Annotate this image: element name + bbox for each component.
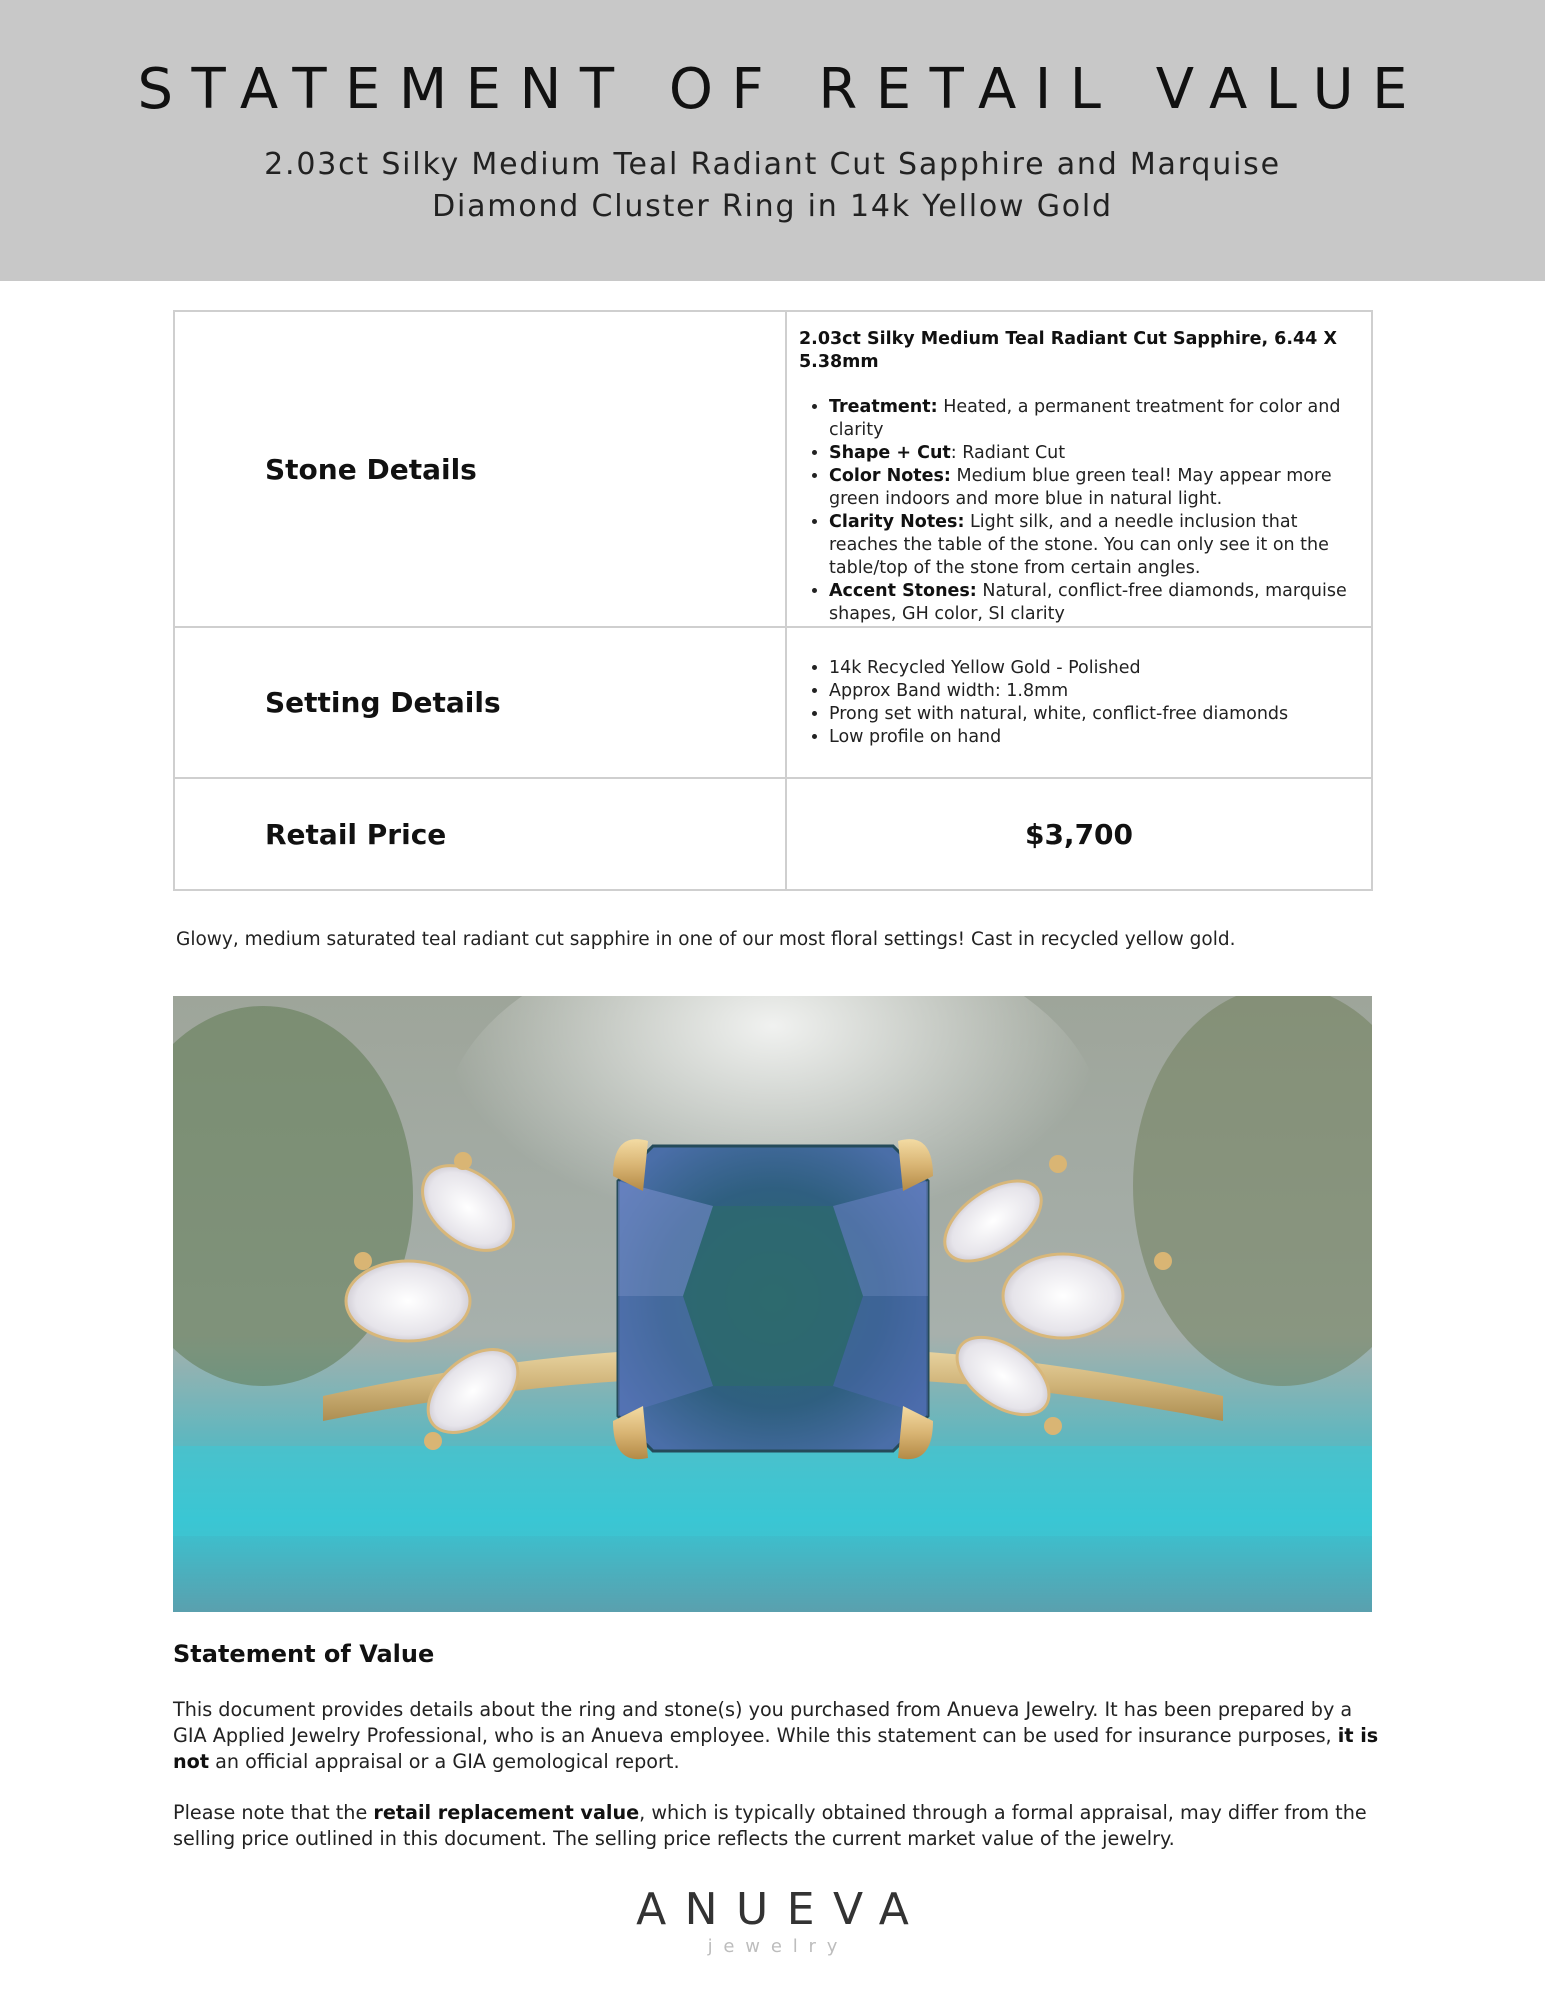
- header-banner: [0, 0, 1545, 281]
- stone-details-row: [174, 311, 1372, 627]
- statement-paragraph-1: [173, 1697, 1383, 1775]
- center-sapphire: [613, 1139, 933, 1459]
- list-item: [829, 465, 1353, 511]
- item-key: Shape + Cut: [829, 443, 951, 463]
- stone-details-list: [799, 396, 1353, 626]
- list-item: • Approx Band width: 1.8mm: [829, 680, 1353, 703]
- list-item: [829, 511, 1353, 580]
- logo-wordmark: ANUEVA: [636, 1884, 928, 1935]
- item-text: Natural, conflict-free diamonds, marquise shapes, GH color, SI clarity: [829, 581, 1347, 624]
- item-key: Accent Stones:: [829, 581, 977, 601]
- list-item: [829, 442, 1353, 465]
- stone-details-value: [786, 311, 1372, 627]
- emphasis-text: retail replacement value: [373, 1801, 640, 1824]
- subtitle-line-1: 2.03ct Silky Medium Teal Radiant Cut Sapphire and Marquise: [264, 147, 1281, 182]
- logo-subtitle: jewelry: [707, 1936, 849, 1957]
- ring-photo: [173, 996, 1372, 1612]
- item-text: Light silk, and a needle inclusion that reaches the table of the stone. You can only see it on the table/top of the stone from certain angles.: [829, 512, 1329, 578]
- subtitle-line-2: Diamond Cluster Ring in 14k Yellow Gold: [432, 189, 1113, 224]
- list-item: • Prong set with natural, white, conflict-free diamonds: [829, 703, 1353, 726]
- details-table: [173, 310, 1373, 891]
- item-key: Color Notes:: [829, 466, 951, 486]
- product-tagline: Glowy, medium saturated teal radiant cut sapphire in one of our most floral settings! Cast in recycled yellow gold.: [176, 929, 1236, 950]
- item-key: Clarity Notes:: [829, 512, 965, 532]
- document-subtitle: [0, 144, 1545, 228]
- stone-heading: 2.03ct Silky Medium Teal Radiant Cut Sapphire, 6.44 X 5.38mm: [799, 329, 1337, 372]
- retail-price-label: Retail Price: [174, 778, 786, 890]
- setting-details-row: [174, 627, 1372, 778]
- list-item: [829, 396, 1353, 442]
- anueva-logo: [0, 1884, 1545, 1957]
- statement-heading: Statement of Value: [173, 1640, 435, 1668]
- emphasis-text: it is not: [173, 1724, 1379, 1773]
- retail-price-row: [174, 778, 1372, 890]
- text-run: Please note that the: [173, 1801, 374, 1824]
- item-key: Treatment:: [829, 397, 938, 417]
- setting-details-label: Setting Details: [174, 627, 786, 778]
- list-item: [829, 580, 1353, 626]
- text-run: This document provides details about the ring and stone(s) you purchased from Anueva Jewelry. It has been prepared by a GIA Applied Jewelry Professional, who is an Anueva employee. While this statement can be used for insurance purposes,: [173, 1698, 1353, 1747]
- setting-details-list: [799, 657, 1353, 749]
- item-text: : Radiant Cut: [950, 443, 1066, 463]
- retail-price-value: $3,700: [786, 778, 1372, 890]
- item-text: Heated, a permanent treatment for color and clarity: [829, 397, 1341, 440]
- document-title: STATEMENT OF RETAIL VALUE: [137, 57, 1426, 122]
- text-run: an official appraisal or a GIA gemological report.: [209, 1750, 680, 1773]
- statement-paragraph-2: [173, 1800, 1383, 1852]
- list-item: • Low profile on hand: [829, 726, 1353, 749]
- list-item: • 14k Recycled Yellow Gold - Polished: [829, 657, 1353, 680]
- stone-details-label: Stone Details: [174, 311, 786, 627]
- setting-details-value: [786, 627, 1372, 778]
- item-text: Medium blue green teal! May appear more green indoors and more blue in natural light.: [829, 466, 1332, 509]
- text-run: , which is typically obtained through a formal appraisal, may differ from the selling price outlined in this document. The selling price reflects the current market value of the jewelry.: [173, 1801, 1367, 1850]
